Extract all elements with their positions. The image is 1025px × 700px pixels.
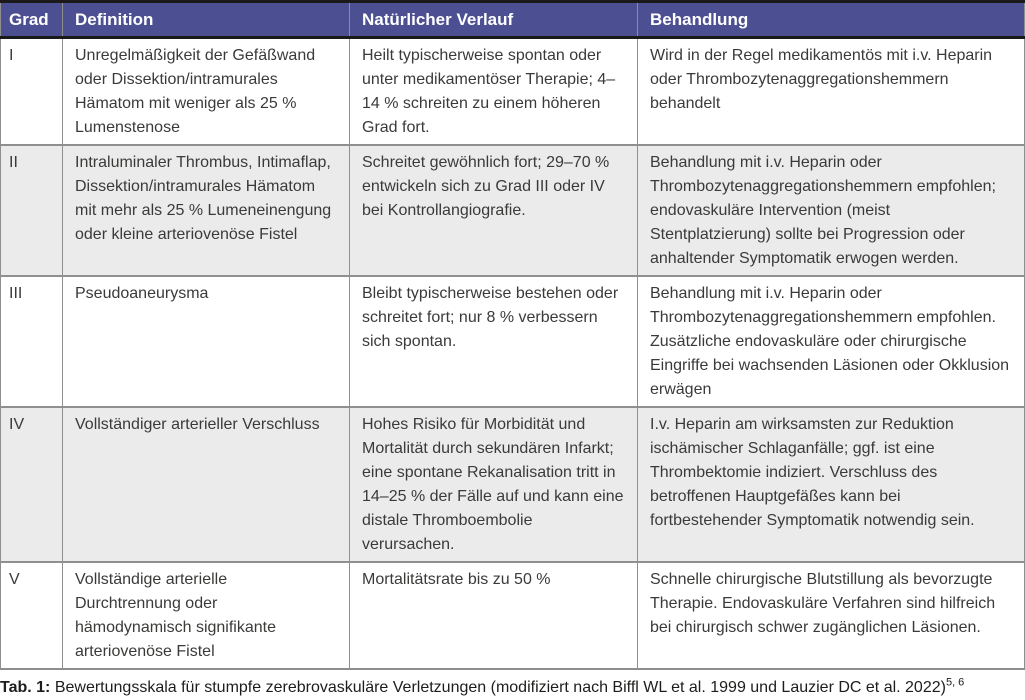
grade-cell: I [1,38,63,146]
column-header-definition: Definition [63,2,350,38]
table-caption [0,676,1024,700]
table-row [1,145,1025,276]
grade-cell: IV [1,407,63,562]
table-row [1,562,1025,669]
definition-cell: Intraluminaler Thrombus, Intimaflap, Dissektion/intramurales Hämatom mit mehr als 25 % Lumeneinengung oder kleine arteriovenöse Fistel [63,145,350,276]
definition-cell: Unregelmäßigkeit der Gefäßwand oder Dissektion/intramurales Hämatom mit weniger als 25 % Lumenstenose [63,38,350,146]
caption-text: Bewertungsskala für stumpfe zerebrovaskuläre Verletzungen (modifiziert nach Biffl WL et al. 1999 und Lauzier DC et al. 2022) [50,679,946,696]
course-cell: Bleibt typischerweise bestehen oder schreitet fort; nur 8 % verbessern sich spontan. [350,276,638,407]
grade-cell: III [1,276,63,407]
grade-cell: II [1,145,63,276]
caption-label: Tab. 1: [0,679,51,696]
caption-reference-superscript: 5, 6 [945,676,965,689]
definition-cell: Pseudoaneurysma [63,276,350,407]
column-header-grad: Grad [1,2,63,38]
treatment-cell: Behandlung mit i.v. Heparin oder Thrombozytenaggregationshemmern empfohlen. Zusätzliche endovaskuläre oder chirurgische Eingriffe bei wachsenden Läsionen oder Okklusion erwägen [638,276,1025,407]
course-cell: Schreitet gewöhnlich fort; 29–70 % entwickeln sich zu Grad III oder IV bei Kontrollangiografie. [350,145,638,276]
treatment-cell: Behandlung mit i.v. Heparin oder Thrombozytenaggregationshemmern empfohlen; endovaskuläre Intervention (meist Stentplatzierung) sollte bei Progression oder anhaltender Symptomatik erwogen werden. [638,145,1025,276]
treatment-cell: I.v. Heparin am wirksamsten zur Reduktion ischämischer Schlaganfälle; ggf. ist eine Thrombektomie indiziert. Verschluss des betroffenen Hauptgefäßes kann bei fortbestehender Symptomatik notwendig sein. [638,407,1025,562]
grade-cell: V [1,562,63,669]
table-row [1,38,1025,146]
table-row [1,407,1025,562]
course-cell: Heilt typischerweise spontan oder unter medikamentöser Therapie; 4–14 % schreiten zu einem höheren Grad fort. [350,38,638,146]
treatment-cell: Schnelle chirurgische Blutstillung als bevorzugte Therapie. Endovaskuläre Verfahren sind hilfreich bei chirurgisch schwer zugänglichen Läsionen. [638,562,1025,669]
column-header-treatment: Behandlung [638,2,1025,38]
table-row [1,276,1025,407]
course-cell: Mortalitätsrate bis zu 50 % [350,562,638,669]
column-header-course: Natürlicher Verlauf [350,2,638,38]
course-cell: Hohes Risiko für Morbidität und Mortalität durch sekundären Infarkt; eine spontane Rekanalisation tritt in 14–25 % der Fälle auf und kann eine distale Thromboembolie verursachen. [350,407,638,562]
definition-cell: Vollständiger arterieller Verschluss [63,407,350,562]
table-header-row [1,2,1025,38]
definition-cell: Vollständige arterielle Durchtrennung oder hämodynamisch signifikante arteriovenöse Fistel [63,562,350,669]
treatment-cell: Wird in der Regel medikamentös mit i.v. Heparin oder Thrombozytenaggregationshemmern behandelt [638,38,1025,146]
